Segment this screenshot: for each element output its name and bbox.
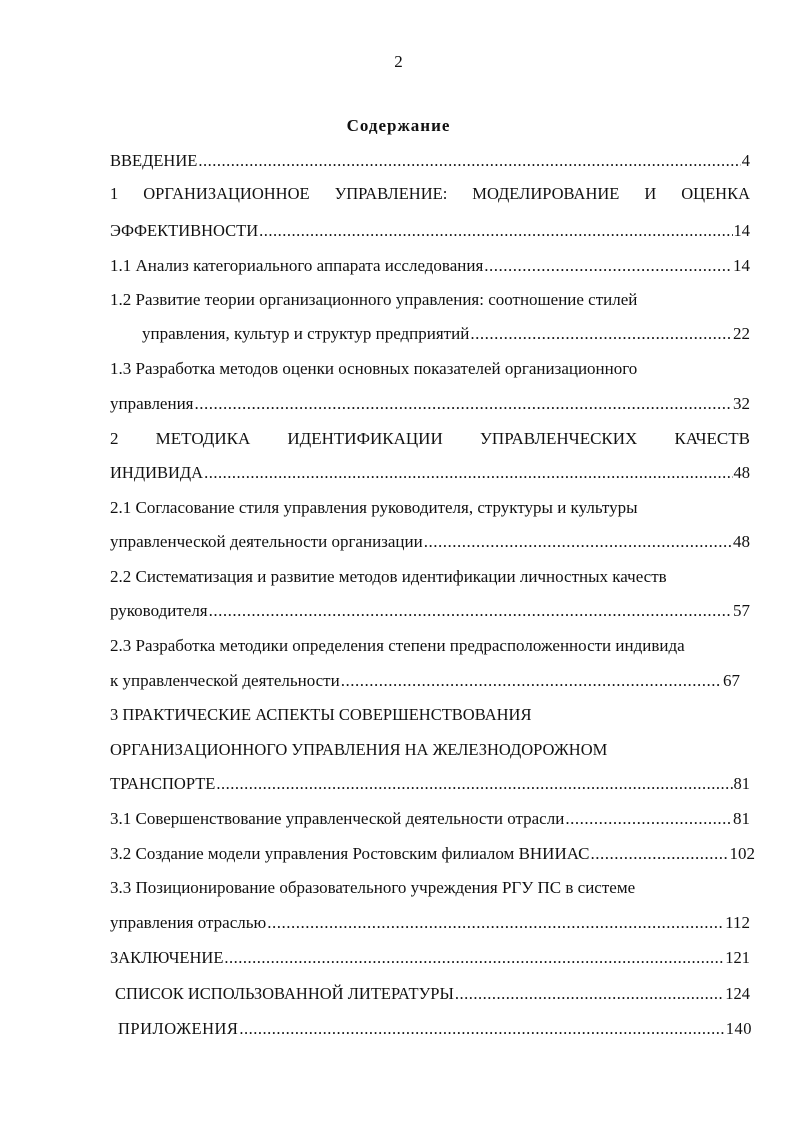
- toc-entry-3-3-line1[interactable]: 3.3 Позиционирование образовательного учреждения РГУ ПС в системе: [110, 878, 636, 897]
- toc-entry-text: к управленческой деятельности: [110, 671, 340, 690]
- toc-page-number: 124: [725, 984, 750, 1003]
- dot-leader: [565, 808, 732, 830]
- toc-entry-3-1[interactable]: [110, 808, 750, 830]
- toc-entry-text: ТРАНСПОРТЕ: [110, 774, 216, 793]
- toc-entry-2-2-line1[interactable]: 2.2 Систематизация и развитие методов идентификации личностных качеств: [110, 567, 667, 586]
- toc-entry-text: 3.2 Создание модели управления Ростовским филиалом ВНИИАС: [110, 844, 590, 863]
- toc-entry-appendices[interactable]: [118, 1018, 752, 1040]
- dot-leader: [216, 773, 732, 795]
- toc-entry-text: управленческой деятельности организации: [110, 532, 423, 551]
- dot-leader: [267, 912, 724, 934]
- dot-leader: [204, 462, 732, 484]
- toc-page-number: 14: [733, 256, 750, 275]
- toc-entry-2-3-line1[interactable]: 2.3 Разработка методики определения степени предрасположенности индивида: [110, 636, 685, 655]
- toc-entry-conclusion[interactable]: [110, 947, 750, 969]
- toc-entry-text: ИНДИВИДА: [110, 463, 204, 482]
- toc-entry-2-2[interactable]: [110, 600, 750, 622]
- toc-page-number: 67: [723, 671, 740, 690]
- toc-page-number: 4: [741, 151, 750, 170]
- toc-entry-1-1[interactable]: [110, 255, 750, 277]
- toc-page-number: 48: [733, 463, 750, 482]
- toc-page-number: 14: [733, 221, 750, 240]
- toc-page-number: 32: [733, 394, 750, 413]
- toc-entry-text: 1.1 Анализ категориального аппарата исследования: [110, 256, 484, 275]
- toc-entry-1-2-line1[interactable]: 1.2 Развитие теории организационного управления: соотношение стилей: [110, 290, 638, 309]
- toc-entry-ch3-line1[interactable]: 3 ПРАКТИЧЕСКИЕ АСПЕКТЫ СОВЕРШЕНСТВОВАНИЯ: [110, 705, 532, 724]
- toc-page-number: 112: [725, 913, 750, 932]
- toc-entry-text: 3.1 Совершенствование управленческой деятельности отрасли: [110, 809, 565, 828]
- toc-title: Содержание: [346, 116, 451, 135]
- toc-page-number: 48: [733, 532, 750, 551]
- toc-entry-ch2-line1[interactable]: 2 МЕТОДИКА ИДЕНТИФИКАЦИИ УПРАВЛЕНЧЕСКИХ КАЧЕСТВ: [110, 429, 750, 448]
- dot-leader: [424, 531, 732, 553]
- dot-leader: [239, 1018, 724, 1040]
- toc-entry-2-1-line1[interactable]: 2.1 Согласование стиля управления руководителя, структуры и культуры: [110, 498, 638, 517]
- toc-page-number: 81: [733, 809, 750, 828]
- dot-leader: [591, 843, 729, 865]
- toc-entry-text: ЭФФЕКТИВНОСТИ: [110, 221, 259, 240]
- toc-entry-3-3[interactable]: [110, 912, 750, 934]
- toc-entry-ch3-line2[interactable]: ОРГАНИЗАЦИОННОГО УПРАВЛЕНИЯ НА ЖЕЛЕЗНОДОРОЖНОМ: [110, 740, 608, 759]
- toc-entry-2-1[interactable]: [110, 531, 750, 553]
- toc-entry-text: ВВЕДЕНИЕ: [110, 151, 198, 170]
- toc-entry-text: руководителя: [110, 601, 208, 620]
- dot-leader: [209, 600, 732, 622]
- toc-entry-ch3[interactable]: [110, 773, 750, 795]
- dot-leader: [259, 220, 732, 242]
- toc-page-number: 121: [725, 948, 750, 967]
- toc-entry-text: управления, культур и структур предприятий: [142, 324, 470, 343]
- toc-page-number: 22: [733, 324, 750, 343]
- toc-page-number: 140: [725, 1019, 752, 1038]
- dot-leader: [195, 393, 733, 415]
- toc-entry-2-3[interactable]: [110, 670, 740, 692]
- toc-entry-references[interactable]: [115, 983, 750, 1005]
- dot-leader: [224, 947, 724, 969]
- toc-page-number: 81: [733, 774, 750, 793]
- dot-leader: [470, 323, 732, 345]
- page-number: 2: [394, 52, 403, 71]
- dot-leader: [198, 150, 740, 172]
- toc-entry-1-3-line1[interactable]: 1.3 Разработка методов оценки основных показателей организационного: [110, 359, 638, 378]
- toc-entry-intro[interactable]: [110, 150, 750, 172]
- toc-entry-text: управления: [110, 394, 194, 413]
- dot-leader: [484, 255, 732, 277]
- toc-entry-text: ПРИЛОЖЕНИЯ: [118, 1019, 239, 1038]
- toc-entry-ch1[interactable]: [110, 220, 750, 242]
- toc-entry-3-2[interactable]: [110, 843, 755, 865]
- dot-leader: [455, 983, 724, 1005]
- dot-leader: [341, 670, 722, 692]
- toc-entry-ch2[interactable]: [110, 462, 750, 484]
- toc-entry-1-2[interactable]: [142, 323, 750, 345]
- toc-entry-1-3[interactable]: [110, 393, 750, 415]
- toc-page-number: 102: [729, 844, 755, 863]
- toc-page-number: 57: [733, 601, 750, 620]
- toc-entry-text: СПИСОК ИСПОЛЬЗОВАННОЙ ЛИТЕРАТУРЫ: [115, 984, 454, 1003]
- toc-entry-text: ЗАКЛЮЧЕНИЕ: [110, 948, 224, 967]
- toc-entry-ch1-line1[interactable]: 1 ОРГАНИЗАЦИОННОЕ УПРАВЛЕНИЕ: МОДЕЛИРОВАНИЕ И ОЦЕНКА: [110, 184, 750, 203]
- toc-entry-text: управления отраслью: [110, 913, 267, 932]
